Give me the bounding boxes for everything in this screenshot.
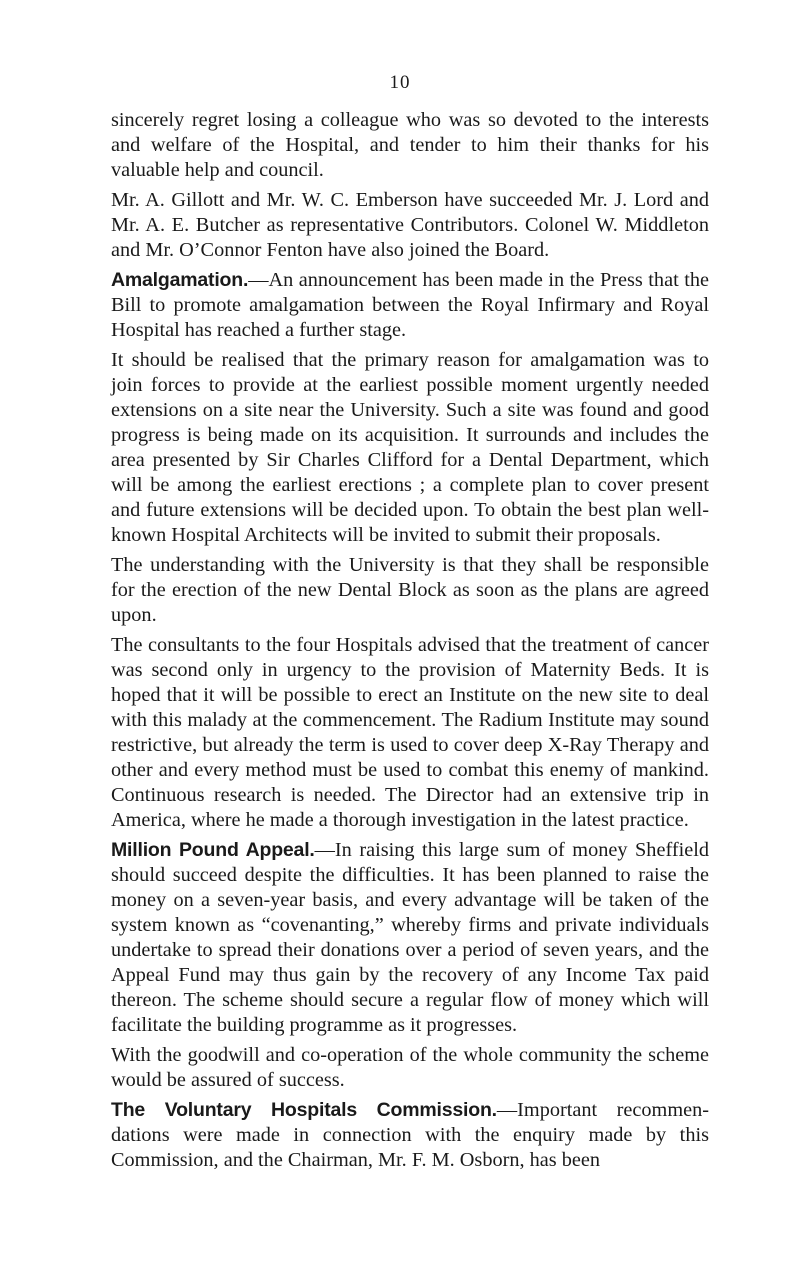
paragraph-amalgamation: [111, 268, 709, 343]
paragraph-text: —An announcement has been made in the Press that the Bill to promote amalgamation between the Royal Infirmary and Royal Hospital has reached a further stage.: [111, 269, 709, 341]
paragraph-site-extensions: [111, 348, 709, 548]
paragraph-dental-block: [111, 553, 709, 628]
paragraph-colleague-thanks: [111, 108, 709, 183]
paragraph-text: It should be realised that the primary reason for amalgamation was to join forces to provide at the earliest possible moment urgently needed extensions on a site near the University. Such a site was found and good progress is being made on its acquisition. It surrounds and includes the area presented by Sir Charles Clifford for a Dental Department, which will be among the earliest erections ; a complete plan to cover present and future extensions will be decided upon. To obtain the best plan well-known Hospital Architects will be invited to submit their proposals.: [111, 349, 709, 546]
paragraph-text: The consultants to the four Hospitals advised that the treatment of cancer was second only in urgency to the provision of Maternity Beds. It is hoped that it will be possible to erect an Institute on the new site to deal with this malady at the commencement. The Radium Institute may sound restrictive, but already the term is used to cover deep X-Ray Therapy and other and every method must be used to combat this enemy of mankind. Continuous research is needed. The Director had an extensive trip in America, where he made a thorough investigation in the latest practice.: [111, 634, 709, 831]
paragraph-cancer-treatment: [111, 633, 709, 833]
paragraph-text: Mr. A. Gillott and Mr. W. C. Emberson have succeeded Mr. J. Lord and Mr. A. E. Butcher as representative Contributors. Colonel W. Middleton and Mr. O’Connor Fenton have also joined the Board.: [111, 189, 709, 261]
body-text: [111, 108, 709, 1178]
paragraph-text: The understanding with the University is that they shall be responsible for the erection of the new Dental Block as soon as the plans are agreed upon.: [111, 554, 709, 626]
paragraph-million-pound-appeal: [111, 838, 709, 1038]
paragraph-voluntary-hospitals-commission: [111, 1098, 709, 1173]
section-heading-million-pound-appeal: Million Pound Appeal.: [111, 839, 315, 861]
paragraph-text: —In raising this large sum of money Sheffield should succeed despite the difficulties. It has been planned to raise the money on a seven-year basis, and every advantage will be taken of the system known as “covenanting,” whereby firms and private individuals undertake to spread their donations over a period of seven years, and the Appeal Fund may thus gain by the recovery of any Income Tax paid thereon. The scheme should secure a regular flow of money which will facilitate the building programme as it progresses.: [111, 839, 710, 1036]
paragraph-text: —Important recommen-dations were made in connection with the enquiry made by this Commission, and the Chairman, Mr. F. M. Osborn, has been: [111, 1099, 709, 1171]
paragraph-goodwill: [111, 1043, 709, 1093]
page-number: 10: [389, 72, 411, 93]
section-heading-amalgamation: Amalgamation.: [111, 269, 249, 291]
paragraph-text: With the goodwill and co-operation of the whole community the scheme would be assured of success.: [111, 1044, 709, 1091]
section-heading-voluntary-hospitals-commission: The Voluntary Hospitals Commission.: [111, 1099, 497, 1121]
paragraph-text: sincerely regret losing a colleague who was so devoted to the interests and welfare of the Hospital, and tender to him their thanks for his valuable help and council.: [111, 109, 709, 181]
paragraph-board-members: [111, 188, 709, 263]
